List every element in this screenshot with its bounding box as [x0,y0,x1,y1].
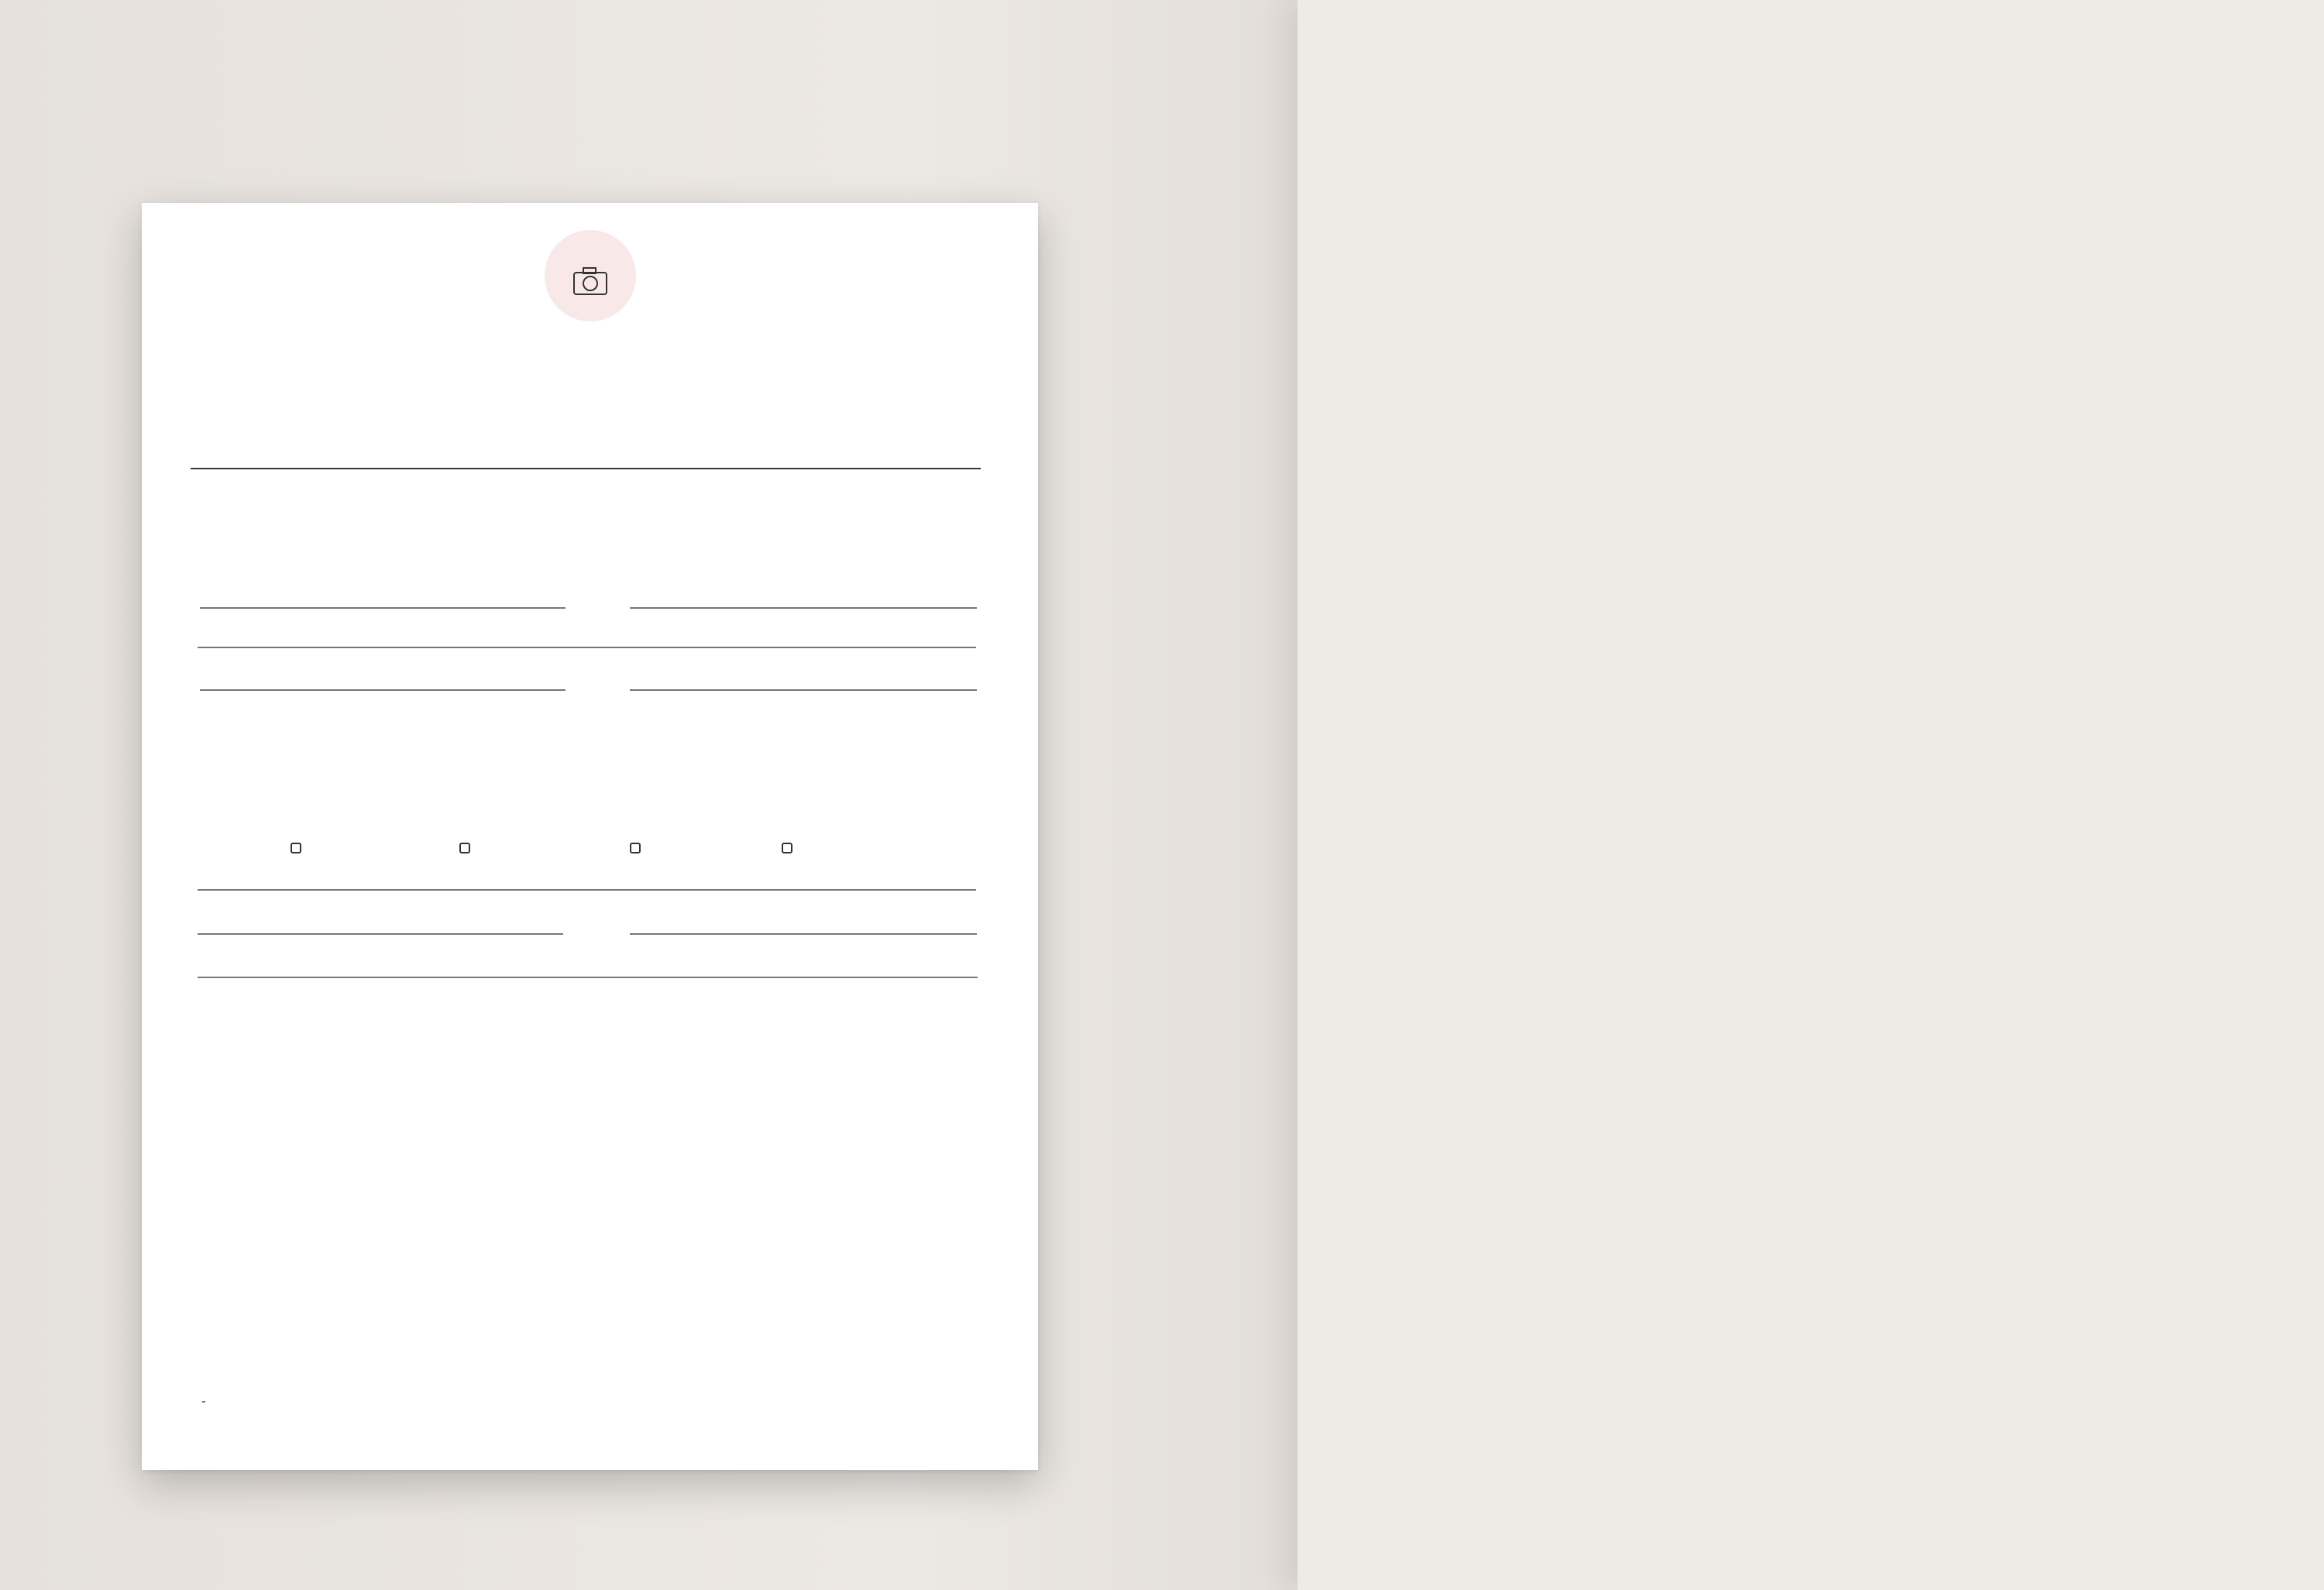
checkbox-box[interactable] [782,843,792,853]
sports-checkbox[interactable] [782,843,802,853]
participants-field[interactable] [198,912,563,935]
spacer-comp-201 [204,1367,207,1390]
title-divider [191,468,981,469]
portrait-checkbox[interactable] [290,843,311,853]
name-field[interactable] [200,586,566,609]
checkbox-box[interactable] [459,843,470,853]
checkbox-box[interactable] [630,843,641,853]
additional-info-field[interactable] [198,955,978,978]
right-panel-background [1298,0,2324,1590]
email-field[interactable] [630,668,977,691]
camera-icon [545,230,636,321]
session-date-field[interactable] [630,586,977,609]
maternity-checkbox[interactable] [630,843,650,853]
duration-field[interactable] [630,912,977,935]
address-field[interactable] [198,625,976,648]
session-address-field[interactable] [198,867,976,891]
family-checkbox[interactable] [459,843,480,853]
phone-field[interactable] [200,668,566,691]
logo-placeholder [545,230,636,321]
contract-document [142,203,1038,1470]
checkbox-box[interactable] [290,843,301,853]
